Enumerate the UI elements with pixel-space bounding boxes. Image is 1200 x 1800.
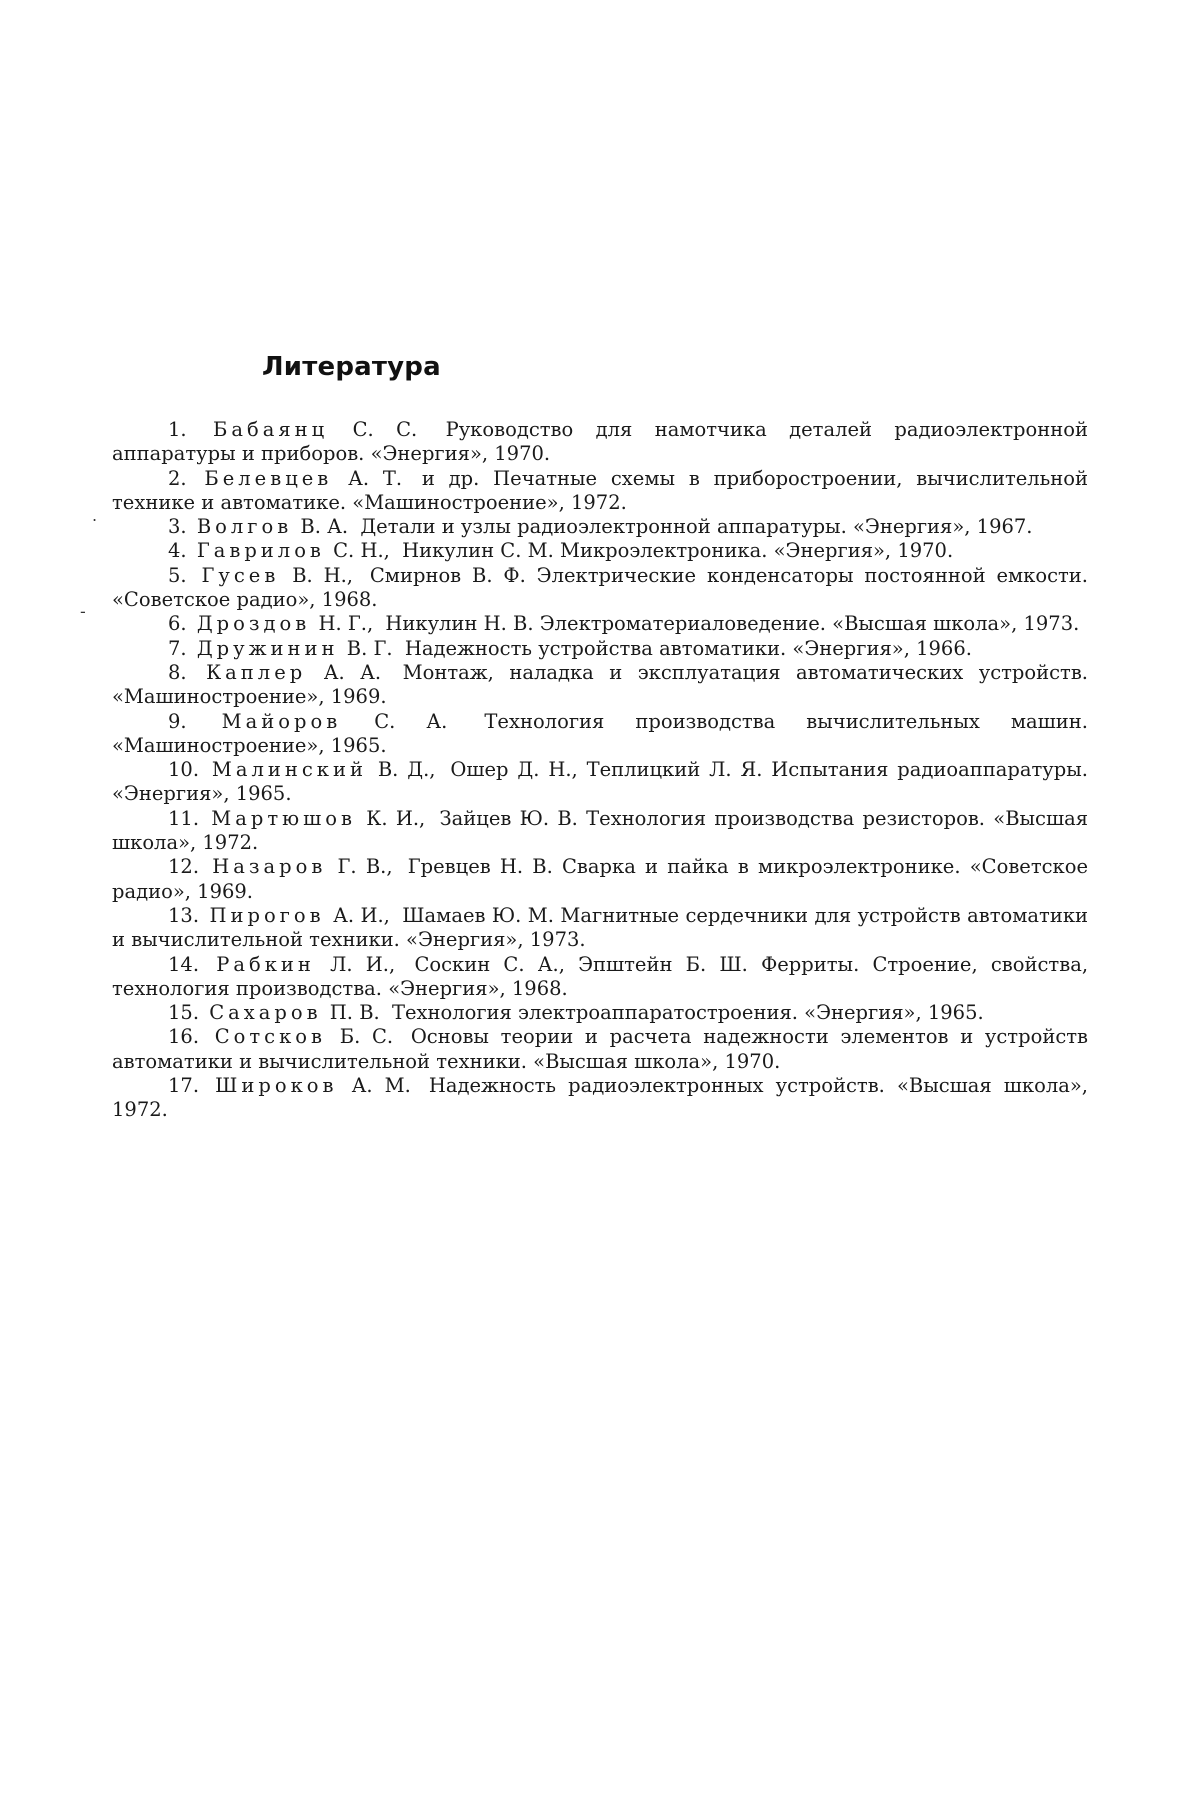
reference-initials: В. А. — [300, 515, 349, 539]
reference-item — [112, 661, 1088, 710]
reference-initials: Г. В., — [337, 855, 393, 879]
reference-text: Надежность радиоэлектронных устройств. «Высшая школа», 1972. — [112, 1074, 1088, 1122]
margin-mark: - — [80, 602, 86, 621]
reference-author: Белевцев — [204, 466, 333, 490]
reference-text: Технология электроаппаратостроения. «Энергия», 1965. — [391, 1001, 984, 1025]
reference-initials: П. В. — [329, 1001, 380, 1025]
reference-text: Монтаж, наладка и эксплуатация автоматических устройств. «Машиностроение», 1969. — [112, 660, 1089, 709]
reference-author: Сахаров — [209, 1001, 322, 1025]
reference-item — [112, 904, 1088, 953]
reference-text: Детали и узлы радиоэлектронной аппаратуры. «Энергия», 1967. — [360, 515, 1033, 539]
reference-number: 16. — [168, 1025, 200, 1049]
reference-text: Шамаев Ю. М. Магнитные сердечники для устройств автоматики и вычислительной техники. «Энергия», 1973. — [112, 903, 1088, 952]
page-title: Литература — [262, 352, 441, 382]
reference-text: и др. Печатные схемы в приборостроении, вычислительной технике и автоматике. «Машиностроение», 1972. — [112, 466, 1089, 514]
reference-initials: А. М. — [351, 1074, 411, 1098]
reference-number: 11. — [168, 806, 200, 830]
reference-text: Ошер Д. Н., Теплицкий Л. Я. Испытания радиоаппаратуры. «Энергия», 1965. — [112, 758, 1088, 806]
reference-initials: В. Г. — [346, 636, 393, 660]
reference-initials: Л. И., — [330, 952, 396, 976]
reference-number: 6. — [168, 612, 187, 636]
reference-item — [112, 1001, 1088, 1025]
reference-author: Майоров — [221, 709, 342, 733]
reference-text: Надежность устройства автоматики. «Энергия», 1966. — [404, 636, 972, 660]
margin-mark: . — [92, 506, 98, 525]
reference-item — [112, 1074, 1088, 1123]
reference-number: 8. — [168, 660, 187, 684]
reference-text: Смирнов В. Ф. Электрические конденсаторы постоянной емкости. «Советское радио», 1968. — [112, 563, 1088, 612]
reference-text: Никулин С. М. Микроэлектроника. «Энергия», 1970. — [402, 539, 954, 563]
reference-item — [112, 539, 1088, 563]
reference-item — [112, 637, 1088, 661]
reference-text: Основы теории и расчета надежности элементов и устройств автоматики и вычислительной техники. «Высшая школа», 1970. — [112, 1025, 1089, 1073]
reference-initials: В. Д., — [377, 758, 436, 782]
reference-number: 1. — [168, 418, 187, 441]
reference-item — [112, 467, 1088, 516]
reference-author: Волгов — [196, 515, 293, 539]
reference-author: Широков — [215, 1074, 338, 1098]
reference-author: Рабкин — [216, 952, 315, 976]
reference-number: 17. — [168, 1074, 200, 1098]
reference-initials: С. Н., — [333, 539, 390, 563]
reference-author: Гаврилов — [196, 539, 325, 563]
reference-author: Гусев — [201, 563, 280, 587]
reference-author: Дроздов — [196, 612, 311, 636]
reference-number: 9. — [168, 709, 187, 733]
reference-initials: Б. С. — [339, 1025, 394, 1049]
reference-number: 2. — [168, 466, 187, 490]
reference-initials: С. А. — [374, 709, 448, 733]
reference-author: Малинский — [211, 758, 367, 782]
reference-author: Мартюшов — [211, 806, 356, 830]
reference-author: Сотсков — [214, 1025, 327, 1049]
reference-number: 7. — [168, 636, 187, 660]
reference-text: Никулин Н. В. Электроматериаловедение. «Высшая школа», 1973. — [385, 612, 1080, 636]
reference-author: Бабаянц — [213, 418, 329, 441]
reference-number: 5. — [168, 563, 187, 587]
reference-item — [112, 758, 1088, 807]
reference-initials: А. И., — [333, 903, 390, 927]
reference-author: Каплер — [206, 660, 307, 684]
reference-text: Гревцев Н. В. Сварка и пайка в микроэлектронике. «Советское радио», 1969. — [112, 855, 1089, 903]
reference-list — [112, 418, 1088, 1123]
reference-item — [112, 1025, 1088, 1074]
reference-item — [112, 953, 1088, 1002]
reference-item — [112, 807, 1088, 856]
reference-number: 14. — [168, 952, 200, 976]
reference-initials: Н. Г., — [318, 612, 374, 636]
reference-item — [112, 612, 1088, 636]
reference-initials: К. И., — [366, 806, 426, 830]
reference-number: 12. — [168, 855, 200, 879]
reference-author: Пирогов — [209, 903, 325, 927]
reference-number: 3. — [168, 515, 187, 539]
reference-text: Руководство для намотчика деталей радиоэлектронной аппаратуры и приборов. «Энергия», 1970. — [112, 418, 1089, 466]
reference-author: Дружинин — [196, 636, 339, 660]
reference-item — [112, 710, 1088, 759]
reference-initials: В. Н., — [292, 563, 353, 587]
reference-initials: А. Т. — [348, 466, 403, 490]
reference-initials: А. А. — [323, 660, 382, 684]
reference-number: 15. — [168, 1001, 200, 1025]
reference-item — [112, 515, 1088, 539]
reference-number: 10. — [168, 758, 200, 782]
reference-number: 13. — [168, 903, 200, 927]
reference-author: Назаров — [212, 855, 327, 879]
reference-number: 4. — [168, 539, 187, 563]
reference-item — [112, 855, 1088, 904]
reference-text: Технология производства вычислительных машин. «Машиностроение», 1965. — [112, 709, 1088, 757]
reference-item — [112, 418, 1088, 467]
reference-item — [112, 564, 1088, 613]
reference-initials: С. С. — [352, 418, 418, 441]
reference-text: Зайцев Ю. В. Технология производства резисторов. «Высшая школа», 1972. — [112, 806, 1089, 855]
reference-text: Соскин С. А., Эпштейн Б. Ш. Ферриты. Строение, свойства, технология производства. «Энергия», 1968. — [112, 952, 1089, 1000]
